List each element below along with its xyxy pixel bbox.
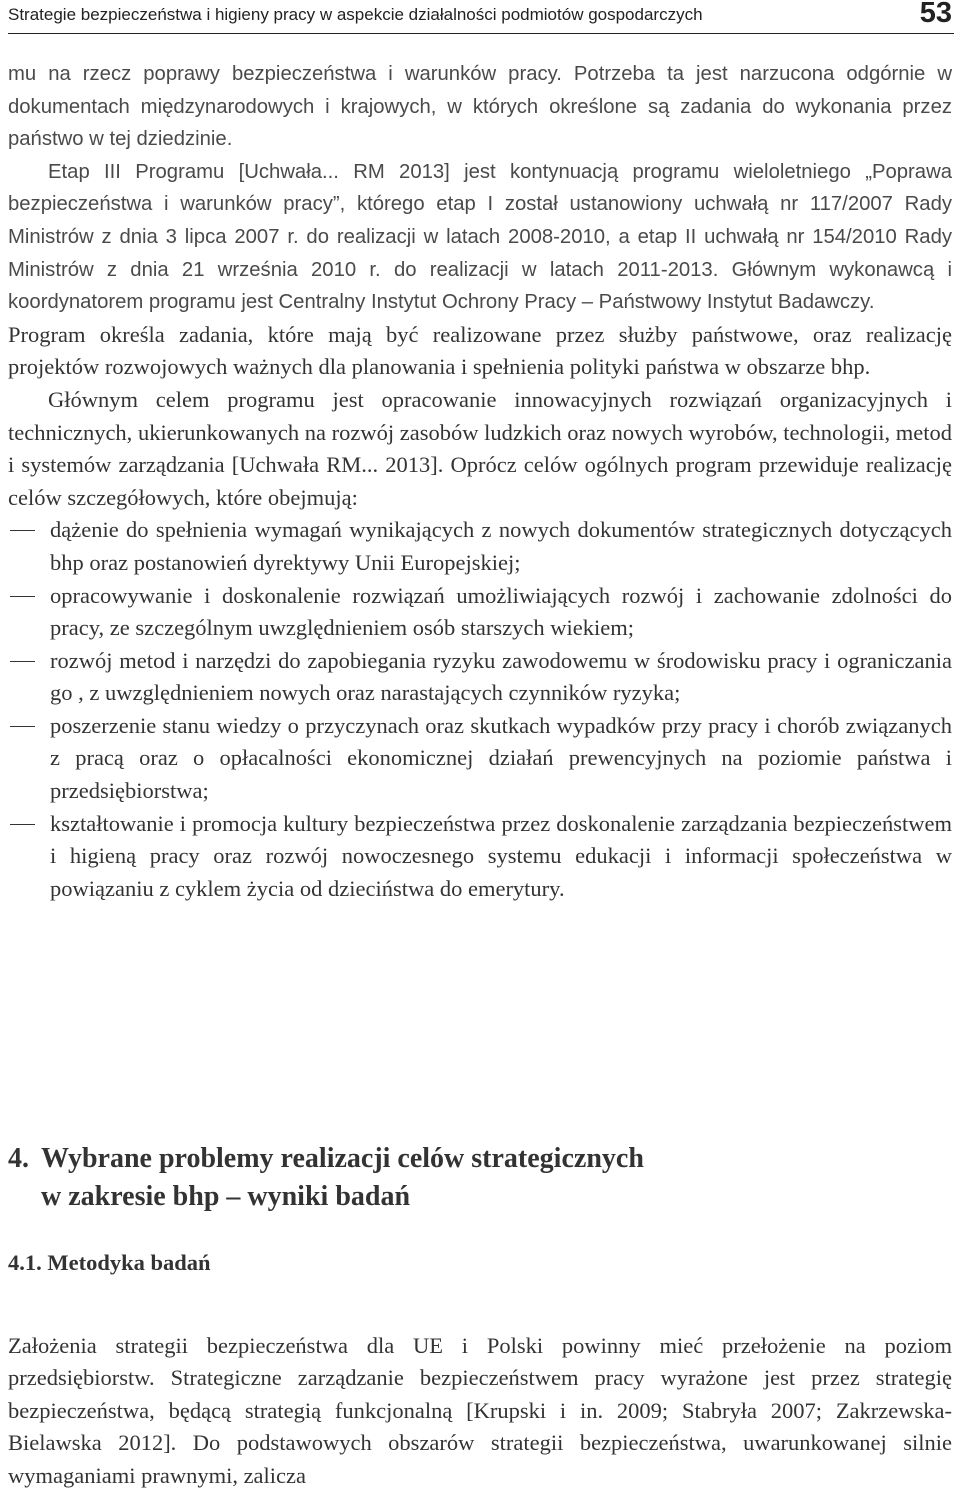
list-item-text: rozwój metod i narzędzi do zapobiegania ryzyku zawodowemu w środowisku pracy i ograniczania go , z uwzględnieniem nowych oraz narastających czynników ryzyka; bbox=[50, 648, 952, 706]
list-item bbox=[8, 645, 952, 710]
list-item bbox=[8, 710, 952, 808]
page-number: 53 bbox=[920, 0, 952, 30]
section-title-line-2: w zakresie bhp – wyniki badań bbox=[8, 1178, 952, 1216]
paragraph-2: Etap III Programu [Uchwała... RM 2013] jest kontynuacją programu wieloletniego „Poprawa bezpieczeństwa i warunków pracy”, którego etap I został ustanowiony uchwałą nr 117/2007 Rady Ministrów z dnia 3 lipca 2007 r. do realizacji w latach 2008-2010, a etap II uchwałą nr 154/2010 Rady Ministrów z dnia 21 września 2010 r. do realizacji w latach 2011-2013. Głównym wykonawcą i koordynatorem programu jest Centralny Instytut Ochrony Pracy – Państwowy Instytut Badawczy. bbox=[8, 156, 952, 319]
section-number: 4. bbox=[8, 1140, 41, 1178]
paragraph-1: mu na rzecz poprawy bezpieczeństwa i warunków pracy. Potrzeba ta jest narzucona odgórnie w dokumentach międzynarodowych i krajowych, w których określone są zadania do wykonania przez państwo w tej dziedzinie. bbox=[8, 58, 952, 156]
list-item-text: poszerzenie stanu wiedzy o przyczynach oraz skutkach wypadków przy pracy i chorób związanych z pracą oraz o opłacalności ekonomicznej działań prewencyjnych na poziomie państwa i przedsiębiorstwa; bbox=[50, 713, 952, 803]
list-item-text: kształtowanie i promocja kultury bezpieczeństwa przez doskonalenie zarządzania bezpieczeństwem i higieną pracy oraz rozwój nowoczesnego systemu edukacji i informacji społeczeństwa w powiązaniu z cyklem życia od dzieciństwa do emerytury. bbox=[50, 811, 952, 901]
list-item bbox=[8, 808, 952, 906]
dash-bullet-icon bbox=[10, 530, 35, 531]
paragraph-3: Program określa zadania, które mają być realizowane przez służby państwowe, oraz realizację projektów rozwojowych ważnych dla planowania i spełnienia polityki państwa w obszarze bhp. bbox=[8, 319, 952, 384]
running-title: Strategie bezpieczeństwa i higieny pracy w aspekcie działalności podmiotów gospodarczych bbox=[8, 5, 703, 25]
section-heading bbox=[8, 1140, 952, 1216]
running-header bbox=[8, 0, 954, 34]
dash-bullet-icon bbox=[10, 824, 35, 825]
paragraph-4: Głównym celem programu jest opracowanie innowacyjnych rozwiązań organizacyjnych i technicznych, ukierunkowanych na rozwój zasobów ludzkich oraz nowych wyrobów, technologii, metod i systemów zarządzania [Uchwała RM... 2013]. Oprócz celów ogólnych program przewiduje realizację celów szczegółowych, które obejmują: bbox=[8, 384, 952, 514]
objectives-list bbox=[8, 514, 952, 905]
subsection-heading: 4.1. Metodyka badań bbox=[8, 1250, 211, 1276]
list-item bbox=[8, 514, 952, 579]
list-item bbox=[8, 580, 952, 645]
dash-bullet-icon bbox=[10, 596, 35, 597]
dash-bullet-icon bbox=[10, 661, 35, 662]
section-title-line-1: Wybrane problemy realizacji celów strategicznych bbox=[41, 1143, 644, 1174]
list-item-text: dążenie do spełnienia wymagań wynikających z nowych dokumentów strategicznych dotyczących bhp oraz postanowień dyrektywy Unii Europejskiej; bbox=[50, 517, 952, 575]
body-text bbox=[8, 58, 952, 905]
list-item-text: opracowywanie i doskonalenie rozwiązań umożliwiających rozwój i zachowanie zdolności do pracy, ze szczególnym uwzględnieniem osób starszych wiekiem; bbox=[50, 583, 952, 641]
dash-bullet-icon bbox=[10, 726, 35, 727]
paragraph-5: Założenia strategii bezpieczeństwa dla UE i Polski powinny mieć przełożenie na poziom przedsiębiorstw. Strategiczne zarządzanie bezpieczeństwem pracy wyrażone jest przez strategię bezpieczeństwa, będącą strategią funkcjonalną [Krupski i in. 2009; Stabryła 2007; Zakrzewska-Bielawska 2012]. Do podstawowych obszarów strategii bezpieczeństwa, uwarunkowanej silnie wymaganiami prawnymi, zalicza bbox=[8, 1330, 952, 1492]
